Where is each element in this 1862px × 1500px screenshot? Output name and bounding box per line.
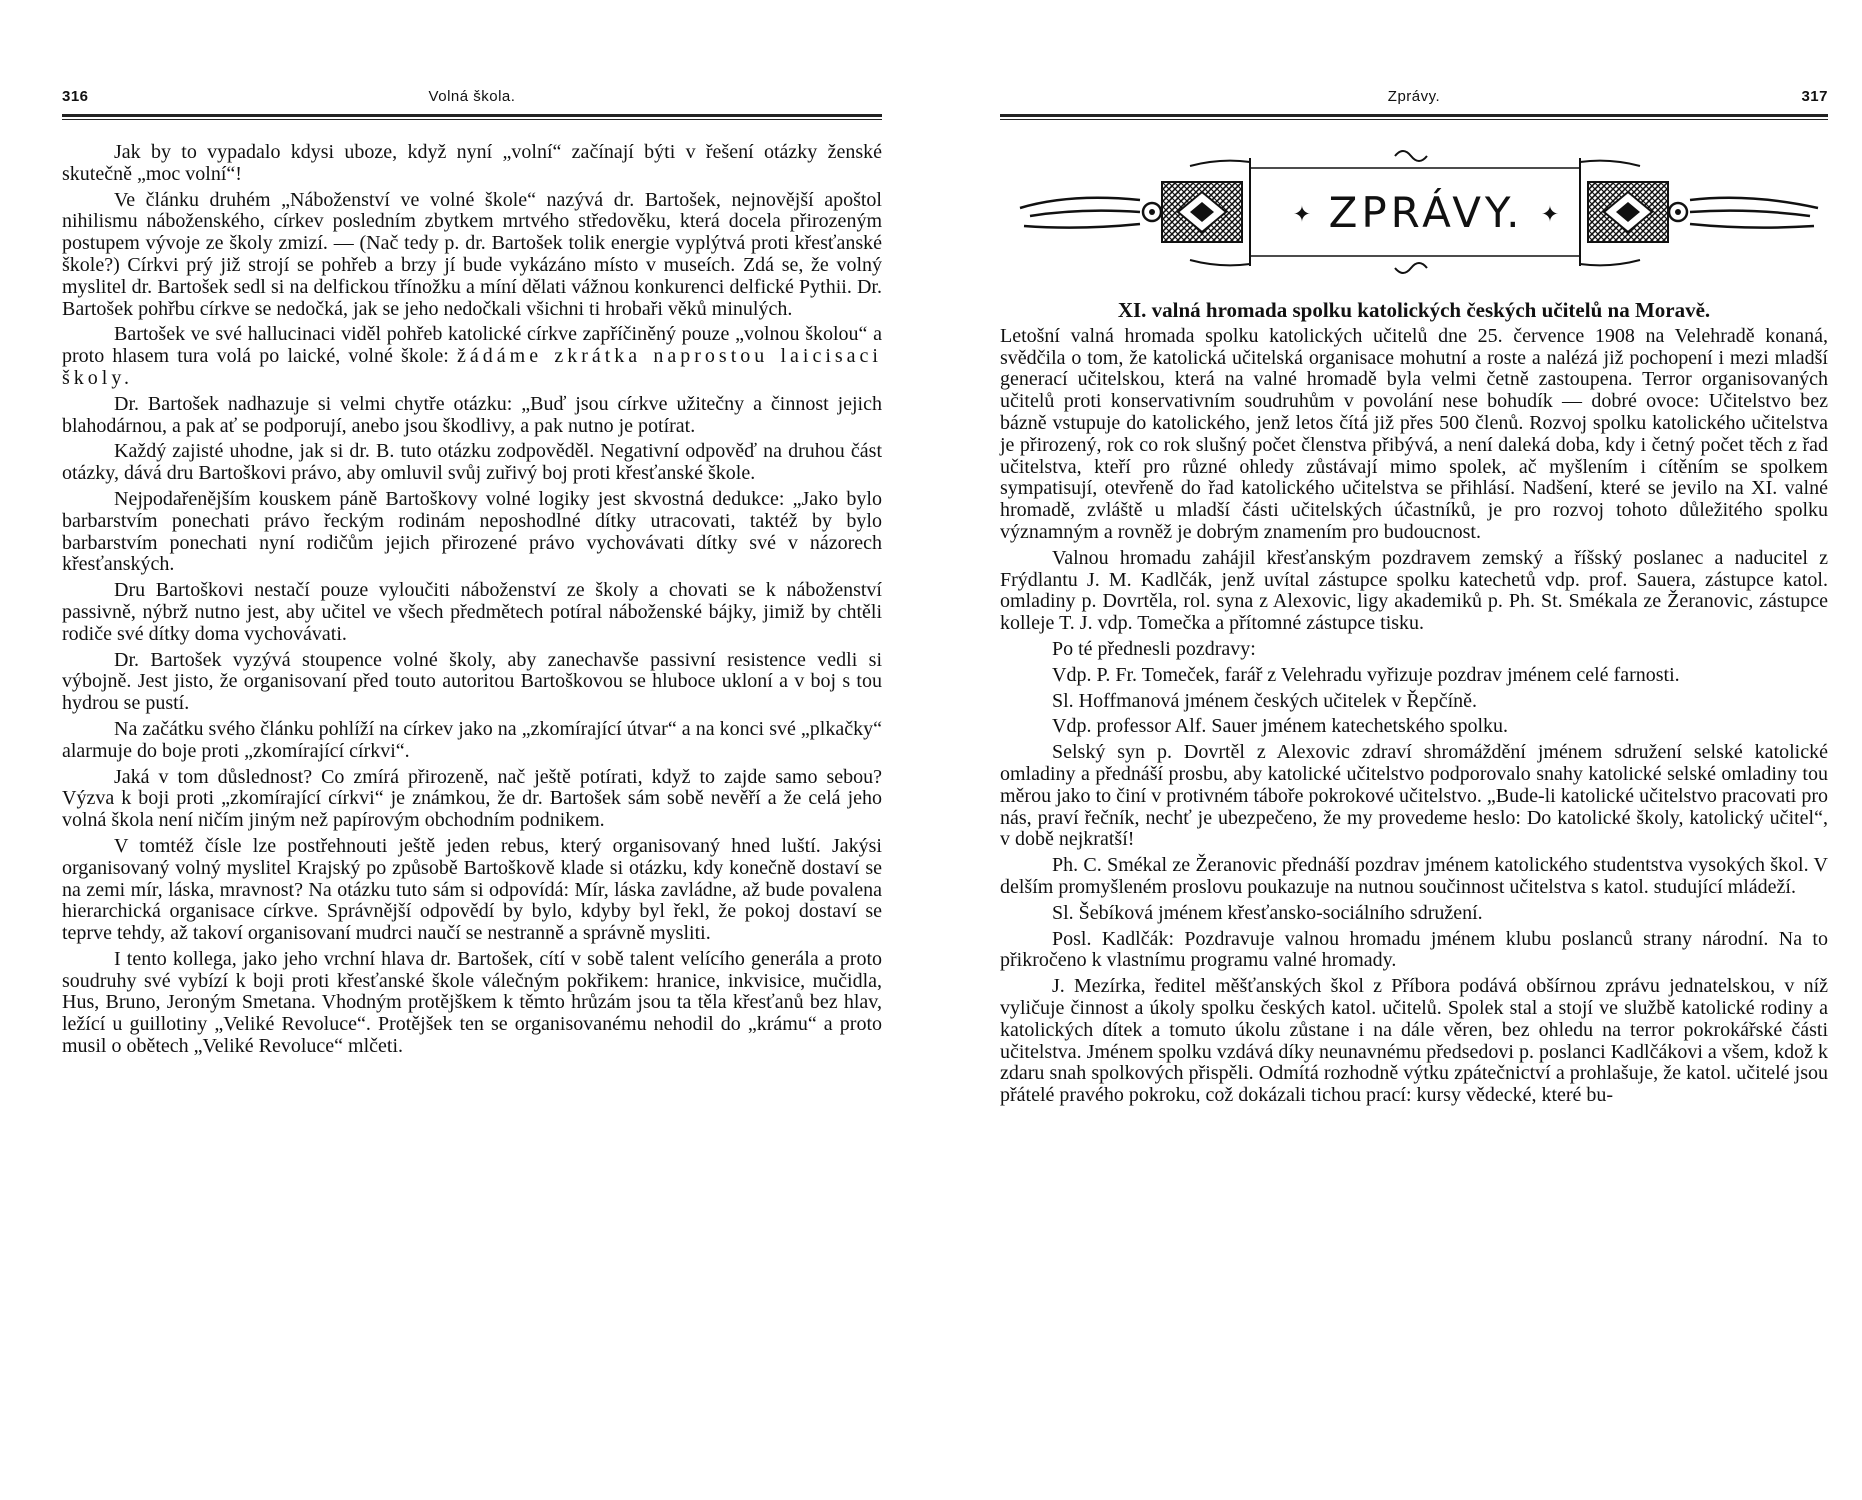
paragraph: Jak by to vypadalo kdysi uboze, když nyní „volní“ začínají býti v řešení otázky ženské skutečně „moc volní“!	[62, 141, 882, 185]
paragraph: Ve článku druhém „Náboženství ve volné škole“ nazývá dr. Bartošek, nejnovější apoštol nihilismu náboženského, církev posledním zbytkem mrtvého středověku, která docela přirozeným postupem vývoje ze školy zmizí. — (Nač tedy p. dr. Bartošek tolik energie vyplýtvá proti křesťanské škole?) Církvi prý již strojí se pohřeb a brzy jí bude vykázáno místo v museích. Zdá se, že volný myslitel dr. Bartošek sedl si na delfickou třínožku a míní dělati vážnou konkurenci delfické Pythii. Dr. Bartošek pohřbu církve se nedočká, jak se jeho nedočkali všichni ti hrobaři věků minulých.	[62, 188, 882, 320]
left-running-title: Volná škola.	[428, 88, 516, 105]
right-header-rule	[1000, 114, 1828, 120]
paragraph: Vdp. P. Fr. Tomeček, farář z Velehradu vyřizuje pozdrav jménem celé farnosti.	[1052, 663, 1680, 686]
paragraph: Ph. C. Smékal ze Žeranovic přednáší pozdrav jménem katolického studentstva vysokých škol. V delším promyšleném proslovu poukazuje na nutnou součinnost učitelstva s katol. studující mládeží.	[1000, 854, 1828, 898]
paragraph: Sl. Šebíková jménem křesťansko-sociálního sdružení.	[1052, 901, 1483, 924]
right-running-title: Zprávy.	[1387, 88, 1441, 105]
right-page	[1000, 0, 1828, 1500]
paragraph-text: Bartošek ve své hallucinaci viděl pohřeb katolické církve zapříčiněný pouze „volnou školou“ a proto hlasem tura volá po laické, volné škole:	[62, 323, 882, 368]
paragraph: Posl. Kadlčák: Pozdravuje valnou hromadu jménem klubu poslanců strany národní. Na to přikročeno k vlastnímu programu valné hromady.	[1000, 927, 1828, 972]
left-page-number: 316	[62, 88, 89, 105]
section-banner	[1010, 138, 1828, 288]
paragraph: Každý zajisté uhodne, jak si dr. B. tuto otázku zodpověděl. Negativní odpověď na druhou část otázky, dává dru Bartoškovi právo, aby omluvil svůj zuřivý boj proti křesťanské škole.	[62, 440, 882, 485]
article-headline: XI. valná hromada spolku katolických českých učitelů na Moravě.	[1117, 298, 1711, 322]
paragraph	[62, 324, 882, 389]
paragraph: I tento kollega, jako jeho vrchní hlava dr. Bartošek, cítí v sobě talent velícího generála a proto soudruhy své vybízí k boji proti křesťanské škole válečným pokřikem: hranice, inkvisice, mučidla, Hus, Bruno, Jeroným Smetana. Vhodným protějškem k těmto hrůzám jsou ta těla křesťanů bez hlav, ležící u guillotiny „Veliké Revoluce“. Protějšek ten se organisovanému nehodil do „krámu“ a proto musil o obětech „Veliké Revoluce“ mlčeti.	[62, 947, 882, 1058]
paragraph: Sl. Hoffmanová jménem českých učitelek v Řepčíně.	[1052, 689, 1478, 712]
paragraph: J. Mezírka, ředitel měšťanských škol z Příbora podává obšírnou zprávu jednatelskou, v níž vyličuje činnost a úkoly spolku českých katol. učitelů. Spolek stal a stojí ve službě katolické rodiny a katolických dítek a tomuto úkolu zůstane i na dále věren, bez ohledu na terror pokrokářské části učitelstva. Jménem spolku vzdává díky neunavnému předsedovi p. poslanci Kadlčákovi a všem, kdož k zdaru snah spolkových přispěli. Odmítá rozhodně výtku zpátečnictví a prohlašuje, že katol. učitelé jsou přátelé pravého pokroku, což dokázali tichou prací: kursy vědecké, které bu-	[1000, 975, 1828, 1107]
star-ornament-icon: ✦	[1292, 202, 1312, 228]
star-ornament-icon: ✦	[1540, 202, 1560, 228]
paragraph: Po té přednesli pozdravy:	[1052, 637, 1256, 660]
banner-title: ZPRÁVY.	[1328, 188, 1524, 237]
paragraph: Vdp. professor Alf. Sauer jménem katechetského spolku.	[1052, 715, 1509, 738]
paragraph: Dr. Bartošek nadhazuje si velmi chytře otázku: „Buď jsou církve užitečny a činnost jejich blahodárnou, a pak ať se podporují, anebo jsou škodlivy, a pak nutno je potírat.	[62, 392, 882, 437]
spaced-demand: žádáme zkrátka naprostou laicisaci školy.	[62, 345, 882, 389]
left-header-rule	[62, 114, 882, 120]
right-body-text	[1000, 300, 1828, 1111]
left-running-head	[62, 88, 882, 112]
paragraph: Na začátku svého článku pohlíží na církev jako na „zkomírající útvar“ a na konci své „plkačky“ alarmuje do boje proti „zkomírající církvi“.	[62, 717, 882, 762]
paragraph: Letošní valná hromada spolku katolických učitelů dne 25. července 1908 na Velehradě konaná, svědčila o tom, že katolická učitelská organisace mohutní a roste a nalézá již pochopení i mezi mladší generací učitelskou, která na valné hromadě byla velmi četně zastoupena. Terror organisovaných učitelů proti konservativním soudruhům v povolání nese bohudík — dobré ovoce: Učitelstvo bez bázně vstupuje do katolického, jenž letos čítá již přes 500 členů. Rozvoj spolku katolického učitelstva je přirozený, rok co rok slušný počet členstva přibývá, a není daleká doba, kdy i četný počet těch z řad učitelstva, kteří pro různé ohledy zůstávají mimo spolek, ač myšlením i cítěním se spolkem sympatisují, otevřeně do řad katolického učitelstva se přihlásí. Nadšení, které se jevilo na XI. valné hromadě, zvláště u mladší části učitelských účastníků, je pro rozvoj tohoto důležitého spolku významným a rovněž je dobrým znamením pro budoucnost.	[1000, 324, 1828, 543]
banner-title-wrap	[1278, 183, 1574, 243]
paragraph: Nejpodařenějším kouskem páně Bartoškovy volné logiky jest skvostná dedukce: „Jako bylo barbarstvím ponechati právo řeckým rodinám neposhodlné dítky utracovati, taktéž by bylo barbarstvím ponechati nyní rodičům jejich přirozené právo vychovávati dítky své v názorech křesťanských.	[62, 487, 882, 576]
paragraph: Valnou hromadu zahájil křesťanským pozdravem zemský a říšský poslanec a naducitel z Frýdlantu J. M. Kadlčák, jenž uvítal zástupce spolku katechetů vdp. prof. Sauera, zástupce katol. omladiny p. Dovrtěla, rol. syna z Alexovic, ligy akademiků p. Ph. St. Smékala ze Žeranovic, zástupce kolleje T. J. vdp. Tomečka a přítomné zástupce tisku.	[1000, 546, 1828, 635]
right-page-number: 317	[1801, 88, 1828, 105]
left-body-text	[62, 142, 882, 1062]
right-running-head	[1000, 88, 1828, 112]
left-page	[62, 0, 882, 1500]
paragraph: V tomtéž čísle lze postřehnouti ještě jeden rebus, který organisovaný hned luští. Jakýsi organisovaný volný myslitel Krajský po způsobě Bartoškově klade si otázku, kdy konečně dostaví se na zemi mír, láska, mravnost? Na otázku tuto sám si odpovídá: Mír, láska zavládne, až bude povalena hierarchická organisace církve. Správnější odpovědí by bylo, kdyby byl řekl, že pokoj dostaví se teprve tehdy, až takoví organisovaní mudrci naučí se nestranně a správně mysliti.	[62, 834, 882, 945]
paragraph: Jaká v tom důslednost? Co zmírá přirozeně, nač ještě potírati, když to zajde samo sebou? Výzva k boji proti „zkomírající církvi“ je známkou, že dr. Bartošek sám sobě nevěří a že celá jeho volná škola není ničím jiným než papírovým obchodním podnikem.	[62, 765, 882, 832]
paragraph: Dr. Bartošek vyzývá stoupence volné školy, aby zanechavše passivní resistence vedli si výbojně. Jest jisto, že organisovaní před touto autoritou Bartoškovou se hluboce ukloní a v boj s tou hydrou se pustí.	[62, 648, 882, 715]
paragraph: Dru Bartoškovi nestačí pouze vyloučiti náboženství ze školy a chovati se k náboženství passivně, nýbrž nutno jest, aby učitel ve všech předmětech potíral náboženské bájky, jimiž by chtěli rodiče své dítky doma vychovávati.	[62, 579, 882, 645]
paragraph: Selský syn p. Dovrtěl z Alexovic zdraví shromáždění jménem sdružení selské katolické omladiny a přednáší prosbu, aby katolické učitelstvo podporovalo snahy katolické selské omladiny tou měrou jako to činí v protivném táboře pokrokové učitelstvo. „Bude-li katolické učitelstvo pracovati pro nás, praví řečník, nechť je ubezpečeno, že my provedeme heslo: Do katolické školy, katolický učitel“, v době nejkratší!	[1000, 741, 1828, 851]
